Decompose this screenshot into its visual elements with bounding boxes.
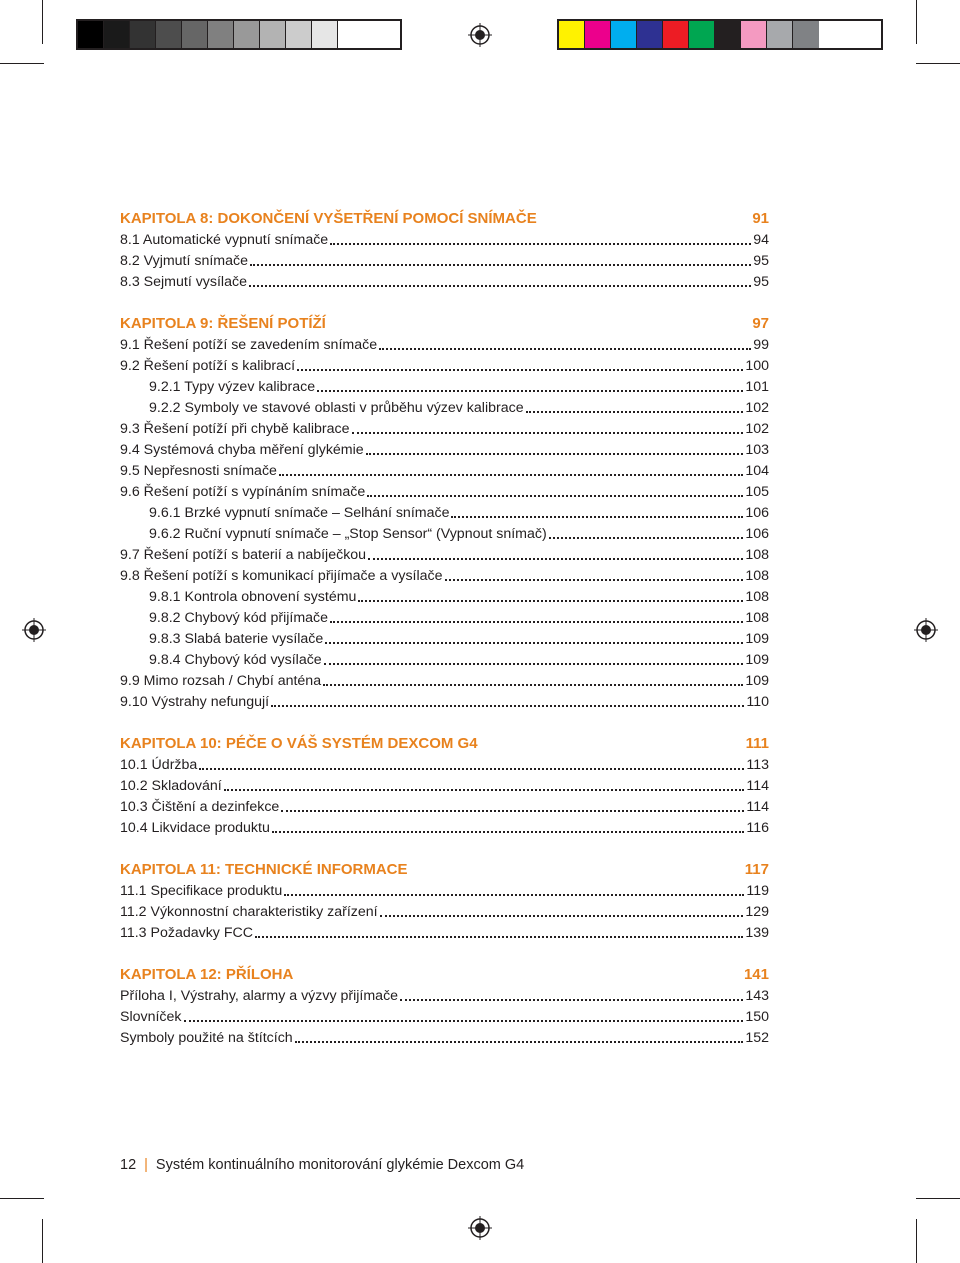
gray-swatch	[312, 21, 338, 48]
toc-entry-page-number: 109	[745, 652, 769, 668]
toc-entry-title: 9.8 Řešení potíží s komunikací přijímače a vysílače	[120, 568, 443, 584]
toc-entry-title: 9.5 Nepřesnosti snímače	[120, 463, 277, 479]
dot-leader	[330, 243, 751, 245]
chapter-page-number: 97	[752, 315, 769, 332]
gray-swatch	[78, 21, 104, 48]
toc-entry-page-number: 114	[746, 799, 769, 815]
dot-leader	[249, 285, 751, 287]
toc-entry-page-number: 108	[745, 610, 769, 626]
chapter-title: KAPITOLA 9: ŘEŠENÍ POTÍŽÍ	[120, 315, 326, 332]
toc-entry-page-number: 95	[753, 274, 769, 290]
gray-swatch	[234, 21, 260, 48]
toc-entry[interactable]	[120, 607, 769, 628]
toc-entry-page-number: 104	[745, 463, 769, 479]
toc-entry-page-number: 106	[745, 505, 769, 521]
toc-entry[interactable]	[120, 250, 769, 271]
table-of-contents	[120, 208, 769, 1048]
toc-entry[interactable]	[120, 880, 769, 901]
registration-mark-icon	[22, 618, 46, 642]
toc-entry-page-number: 143	[745, 988, 769, 1004]
toc-entry-title: 9.4 Systémová chyba měření glykémie	[120, 442, 364, 458]
crop-mark	[42, 0, 43, 44]
toc-entry-title: 9.9 Mimo rozsah / Chybí anténa	[120, 673, 322, 689]
grayscale-calibration-strip	[76, 19, 402, 50]
dot-leader	[199, 768, 744, 770]
toc-entry-title: Slovníček	[120, 1009, 182, 1025]
toc-entry-title: 9.2 Řešení potíží s kalibrací	[120, 358, 296, 374]
toc-entry-page-number: 103	[745, 442, 769, 458]
toc-entry[interactable]	[120, 481, 769, 502]
crop-mark	[916, 1219, 917, 1263]
crop-mark	[916, 63, 960, 64]
footer-separator: |	[144, 1157, 148, 1173]
toc-entry-title: 10.4 Likvidace produktu	[120, 820, 270, 836]
toc-entry-title: 9.2.1 Typy výzev kalibrace	[149, 379, 316, 395]
toc-entry-page-number: 108	[745, 568, 769, 584]
toc-entry-title: 9.8.2 Chybový kód přijímače	[149, 610, 329, 626]
registration-mark-icon	[468, 23, 492, 47]
chapter-title: KAPITOLA 8: DOKONČENÍ VYŠETŘENÍ POMOCÍ SNÍMAČE	[120, 210, 537, 227]
dot-leader	[272, 831, 745, 833]
toc-entry-page-number: 99	[753, 337, 769, 353]
toc-entry-page-number: 113	[746, 757, 769, 773]
toc-entry[interactable]	[120, 334, 769, 355]
chapter-page-number: 91	[752, 210, 769, 227]
toc-entry[interactable]	[120, 544, 769, 565]
toc-entry-title: 11.1 Specifikace produktu	[120, 883, 283, 899]
toc-entry-page-number: 94	[753, 232, 769, 248]
toc-entry[interactable]	[120, 586, 769, 607]
chapter-heading[interactable]	[120, 733, 769, 754]
toc-entry[interactable]	[120, 523, 769, 544]
gray-swatch	[182, 21, 208, 48]
dot-leader	[271, 705, 744, 707]
crop-mark	[42, 1219, 43, 1263]
dot-leader	[281, 810, 744, 812]
chapter-heading[interactable]	[120, 859, 769, 880]
toc-entry[interactable]	[120, 922, 769, 943]
toc-entry-page-number: 101	[745, 379, 769, 395]
toc-entry[interactable]	[120, 460, 769, 481]
chapter-heading[interactable]	[120, 208, 769, 229]
toc-entry-title: 8.3 Sejmutí vysílače	[120, 274, 247, 290]
crop-mark	[0, 63, 44, 64]
dot-leader	[297, 369, 743, 371]
toc-entry-title: 10.2 Skladování	[120, 778, 222, 794]
dot-leader	[317, 390, 743, 392]
color-swatch	[741, 21, 767, 48]
toc-entry-title: 8.1 Automatické vypnutí snímače	[120, 232, 329, 248]
toc-entry-page-number: 152	[745, 1030, 769, 1046]
toc-entry-page-number: 108	[745, 589, 769, 605]
dot-leader	[295, 1041, 744, 1043]
toc-entry[interactable]	[120, 796, 769, 817]
dot-leader	[255, 936, 743, 938]
gray-swatch	[208, 21, 234, 48]
toc-entry-title: 9.3 Řešení potíží při chybě kalibrace	[120, 421, 350, 437]
dot-leader	[380, 915, 744, 917]
toc-entry-title: 9.6 Řešení potíží s vypínáním snímače	[120, 484, 366, 500]
toc-entry-title: 9.6.1 Brzké vypnutí snímače – Selhání snímače	[149, 505, 450, 521]
toc-entry-title: 11.3 Požadavky FCC	[120, 925, 253, 941]
toc-entry-page-number: 150	[745, 1009, 769, 1025]
toc-entry-page-number: 95	[753, 253, 769, 269]
toc-entry[interactable]	[120, 397, 769, 418]
toc-entry-title: 10.3 Čištění a dezinfekce	[120, 799, 280, 815]
toc-entry-page-number: 114	[746, 778, 769, 794]
color-swatch	[637, 21, 663, 48]
toc-entry[interactable]	[120, 817, 769, 838]
toc-entry[interactable]	[120, 628, 769, 649]
toc-entry-page-number: 110	[746, 694, 769, 710]
toc-entry-title: 9.6.2 Ruční vypnutí snímače – „Stop Sensor“ (Vypnout snímač)	[149, 526, 547, 542]
toc-entry-title: 8.2 Vyjmutí snímače	[120, 253, 248, 269]
toc-entry-title: 9.1 Řešení potíží se zavedením snímače	[120, 337, 378, 353]
dot-leader	[445, 579, 744, 581]
color-swatch	[611, 21, 637, 48]
page-number: 12	[120, 1157, 137, 1173]
chapter-heading[interactable]	[120, 313, 769, 334]
color-swatch	[663, 21, 689, 48]
dot-leader	[224, 789, 745, 791]
chapter-page-number: 141	[743, 966, 769, 983]
toc-entry-page-number: 108	[745, 547, 769, 563]
toc-entry[interactable]	[120, 418, 769, 439]
toc-entry-page-number: 109	[745, 673, 769, 689]
dot-leader	[184, 1020, 744, 1022]
toc-entry[interactable]	[120, 271, 769, 292]
dot-leader	[368, 558, 743, 560]
dot-leader	[323, 684, 743, 686]
toc-entry[interactable]	[120, 439, 769, 460]
dot-leader	[330, 621, 743, 623]
chapter-heading[interactable]	[120, 964, 769, 985]
toc-entry[interactable]	[120, 502, 769, 523]
color-calibration-strip	[557, 19, 883, 50]
gray-swatch	[130, 21, 156, 48]
crop-mark	[916, 1198, 960, 1199]
toc-entry[interactable]	[120, 775, 769, 796]
toc-entry[interactable]	[120, 670, 769, 691]
dot-leader	[250, 264, 751, 266]
dot-leader	[400, 999, 743, 1001]
registration-mark-icon	[468, 1216, 492, 1240]
toc-entry-title: 10.1 Údržba	[120, 757, 198, 773]
color-swatch	[793, 21, 819, 48]
toc-entry[interactable]	[120, 229, 769, 250]
toc-entry-page-number: 102	[745, 421, 769, 437]
color-swatch	[767, 21, 793, 48]
dot-leader	[324, 663, 744, 665]
toc-entry-title: 9.8.4 Chybový kód vysílače	[149, 652, 322, 668]
dot-leader	[526, 411, 744, 413]
color-swatch	[689, 21, 715, 48]
dot-leader	[358, 600, 743, 602]
toc-entry[interactable]	[120, 754, 769, 775]
toc-entry-page-number: 106	[745, 526, 769, 542]
chapter-title: KAPITOLA 11: TECHNICKÉ INFORMACE	[120, 861, 408, 878]
toc-entry[interactable]	[120, 1027, 769, 1048]
gray-swatch	[260, 21, 286, 48]
toc-entry-title: 9.2.2 Symboly ve stavové oblasti v průběhu výzev kalibrace	[149, 400, 524, 416]
dot-leader	[284, 894, 744, 896]
dot-leader	[325, 642, 743, 644]
color-swatch	[559, 21, 585, 48]
crop-mark	[916, 0, 917, 44]
toc-entry[interactable]	[120, 649, 769, 670]
toc-entry[interactable]	[120, 1006, 769, 1027]
toc-entry-title: Příloha I, Výstrahy, alarmy a výzvy přijímače	[120, 988, 399, 1004]
dot-leader	[366, 453, 744, 455]
dot-leader	[549, 537, 744, 539]
toc-entry-page-number: 119	[746, 883, 769, 899]
toc-entry[interactable]	[120, 376, 769, 397]
crop-mark	[0, 1198, 44, 1199]
toc-entry[interactable]	[120, 355, 769, 376]
registration-mark-icon	[914, 618, 938, 642]
chapter-page-number: 111	[745, 735, 769, 752]
toc-entry-title: Symboly použité na štítcích	[120, 1030, 293, 1046]
toc-entry-title: 9.8.1 Kontrola obnovení systému	[149, 589, 357, 605]
toc-entry[interactable]	[120, 901, 769, 922]
toc-entry[interactable]	[120, 691, 769, 712]
chapter-title: KAPITOLA 10: PÉČE O VÁŠ SYSTÉM DEXCOM G4	[120, 735, 478, 752]
toc-entry[interactable]	[120, 565, 769, 586]
toc-entry-page-number: 116	[746, 820, 769, 836]
toc-entry-title: 9.7 Řešení potíží s baterií a nabíječkou	[120, 547, 367, 563]
toc-entry-title: 9.10 Výstrahy nefungují	[120, 694, 270, 710]
dot-leader	[352, 432, 744, 434]
dot-leader	[367, 495, 743, 497]
toc-entry-title: 9.8.3 Slabá baterie vysílače	[149, 631, 324, 647]
toc-entry-page-number: 139	[745, 925, 769, 941]
color-swatch	[715, 21, 741, 48]
dot-leader	[279, 474, 743, 476]
toc-entry-page-number: 109	[745, 631, 769, 647]
gray-swatch	[156, 21, 182, 48]
toc-entry[interactable]	[120, 985, 769, 1006]
toc-entry-page-number: 102	[745, 400, 769, 416]
toc-entry-title: 11.2 Výkonnostní charakteristiky zařízení	[120, 904, 378, 920]
gray-swatch	[286, 21, 312, 48]
chapter-page-number: 117	[744, 861, 769, 878]
dot-leader	[451, 516, 743, 518]
toc-entry-page-number: 100	[745, 358, 769, 374]
gray-swatch	[338, 21, 364, 48]
toc-entry-page-number: 105	[745, 484, 769, 500]
footer-title: Systém kontinuálního monitorování glykémie Dexcom G4	[155, 1157, 525, 1173]
gray-swatch	[104, 21, 130, 48]
toc-entry-page-number: 129	[745, 904, 769, 920]
dot-leader	[379, 348, 751, 350]
color-swatch	[585, 21, 611, 48]
page-footer	[120, 1157, 524, 1173]
chapter-title: KAPITOLA 12: PŘÍLOHA	[120, 966, 294, 983]
